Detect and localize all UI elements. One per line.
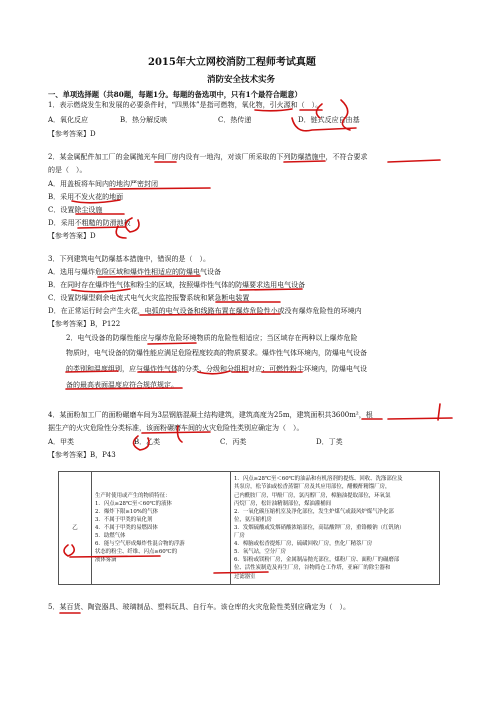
q3-note-line1: 2．电气设备的防爆性能应与爆炸危险环境物质的危险性相适应；当区域存在两种以上爆炸危险: [66, 334, 358, 342]
table-example-line: 其泵房，松节油或松香蒸馏厂房及其应用部位，醋酸酐精馏厂房，: [234, 484, 391, 491]
question-2-stem-line1: 2．某金属配件加工厂的金属抛光车间厂房内设有一地沟，对该厂所采取的下列防爆措施中，不符合要求: [48, 153, 368, 161]
q2-option-c: C．设置除尘设施: [48, 206, 103, 214]
q1-option-d: D．链式反应自由基: [298, 116, 360, 124]
q3-note-line4: 备的最高表面温度应符合规范规定。: [66, 381, 178, 389]
table-example-line: 丙烷厂房，松针油精制部位，煤油灌桶间: [234, 500, 332, 507]
ink-underline: [148, 343, 196, 344]
q4-answer: 【参考答案】B，P43: [48, 451, 116, 459]
table-feature-line: 5．助燃气体: [95, 533, 126, 540]
table-feature-line: 4．不属于甲类的易燃固体: [95, 524, 158, 531]
table-example-line: 过滤器室: [234, 573, 256, 580]
table-feature-line: 3．不属于甲类的氧化剂: [95, 516, 153, 523]
q4-option-b: B．乙类: [134, 438, 161, 446]
table-example-line: 3．发烟硫酸或发烟硝酸浓缩部位，高锰酸钾厂房，重铬酸钠（红钒钠）: [234, 524, 405, 531]
table-feature-line: 1．闪点≥28℃至＜60℃的液体: [95, 500, 172, 507]
question-4-stem-line2: 据生产的火灾危险性分类标准，该面粉碾磨车间的火灾危险性类别应确定为（ ）。: [48, 424, 304, 432]
table-example-line: 5．氧气站，空分厂房: [234, 549, 286, 556]
q2-option-d: D．采用不粗糙的防滑地板: [48, 219, 131, 227]
ink-underline: [255, 109, 292, 111]
ink-underline: [388, 418, 452, 419]
table-feature-line: 2．爆炸下限≥10%的气体: [95, 508, 159, 515]
ink-mark: [438, 404, 440, 420]
table-feature-line: 6．能与空气形成爆炸性混合物的浮游: [95, 541, 185, 548]
ink-underline: [78, 227, 125, 228]
q3-option-a: A．选用与爆炸危险区域和爆炸性相适应的防爆电气设备: [48, 268, 222, 276]
table-feature-line: 生产时使用或产生的物质特征：: [95, 492, 171, 499]
table-example-line: 厂房: [234, 533, 245, 540]
ink-mark: [116, 226, 126, 238]
q3-note-line3: 的类别和温度组别，应与爆炸性气体的分类、分级和分组相对应；可燃性粉尘环境内，防爆电气设: [66, 365, 367, 373]
q4-option-a: A．甲类: [48, 438, 75, 446]
ink-underline: [110, 188, 210, 189]
table-example-line: 2．一氧化碳压缩机室及净化部位，发生炉煤气或鼓风炉煤气净化部: [234, 508, 394, 515]
table-category-cell: 乙: [59, 472, 92, 585]
table-feature-line: 状态的粉尘、纤维、闪点≥60℃的: [95, 549, 178, 556]
q1-option-a: A．氧化反应: [48, 116, 89, 124]
question-5-stem: 5．某百货、陶瓷器具、玻璃制品、塑料玩具、自行车。该仓库的火灾危险性类别应确定为（ ）。: [48, 603, 350, 611]
ink-underline: [284, 161, 325, 162]
q3-option-b: B．在同时存在爆炸性气体和粉尘的区域，按照爆炸性气体的防爆要求选用电气设备: [48, 281, 306, 289]
ink-underline: [240, 289, 302, 290]
section-heading: 一、单项选择题（共80题，每题1分。每题的备选项中，只有1个最符合题意）: [48, 90, 302, 99]
question-2-stem-line2: 的是（ ）。: [48, 166, 87, 174]
q1-option-c: C．热传递: [218, 116, 252, 124]
question-4-stem-line1: 4．某面粉加工厂的面粉碾磨车间为3层钢筋混凝土结构建筑，建筑高度为25m，建筑面积共3600m²，根: [48, 411, 373, 419]
page-subtitle: 消防安全技术实务: [207, 75, 276, 85]
table-feature-cell: [92, 472, 231, 585]
q3-note-line2: 物质时，电气设备的防爆性能应满足危险程度较高的物质要求。爆炸性气体环境内，防爆电气设备: [66, 349, 367, 357]
q1-answer: 【参考答案】D: [48, 130, 96, 138]
q3-answer: 【参考答案】B，P122: [48, 320, 121, 328]
ink-loop: [341, 100, 350, 130]
question-1-stem: 1．表示燃烧发生和发展的必要条件时，“四黑体”是指可燃物，氧化物，引火源和（ ）。: [48, 101, 323, 109]
question-3-stem: 3．下列建筑电气防爆基本措施中，错误的是（ ）。: [48, 255, 210, 263]
q3-option-d: D．在正常运行时会产生火花，电弧的电气设备和线路布置在爆炸危险性小或没有爆炸危险性的环境内: [48, 307, 362, 315]
ink-underline: [142, 432, 210, 433]
table-example-line: 4．樟脑或松香提炼厂房，硫磺回收厂房，焦化厂精萘厂房: [234, 541, 373, 548]
q2-option-b: B．采用不发火花的地面: [48, 193, 124, 201]
table-example-line: 位、活性炭制造及再生厂房，谷物简仓工作塔，亚麻厂的除尘器和: [234, 565, 391, 572]
table-example-cell: [231, 472, 440, 585]
q4-option-c: C．丙类: [220, 438, 247, 446]
q3-option-c: C．设置防爆型剩余电流式电气火灾监控报警系统和紧急断电装置: [48, 294, 250, 302]
ink-underline: [72, 289, 130, 292]
q4-option-d: D．丁类: [316, 438, 343, 446]
q2-option-a: A．用盖板将车间内的地沟严密封闭: [48, 180, 159, 188]
ink-underline: [388, 160, 440, 162]
table-example-line: 1．闪点≥28℃至＜60℃的油品和有机溶剂的提炼、回收、洗涤部位及: [234, 476, 403, 483]
page-title: 2015年大立网校消防工程师考试真题: [148, 57, 316, 68]
q2-answer: 【参考答案】D: [48, 232, 96, 240]
table-feature-line: 液体雾滴: [95, 557, 117, 564]
table-example-line: 6．铝粉或镁粉厂房，金属制品抛光部位，煤粉厂房、面粉厂的碾磨部: [234, 557, 400, 564]
fire-hazard-class-table: [58, 471, 440, 585]
ink-underline: [98, 276, 200, 277]
q1-option-b: B．热分解反映: [120, 116, 168, 124]
table-example-line: 位，氨压缩机房: [234, 516, 272, 523]
table-example-line: 己内酰胺厂房，甲酚厂房，氯丙醇厂房，樟脑油提取部位，环氧氯: [234, 492, 391, 499]
